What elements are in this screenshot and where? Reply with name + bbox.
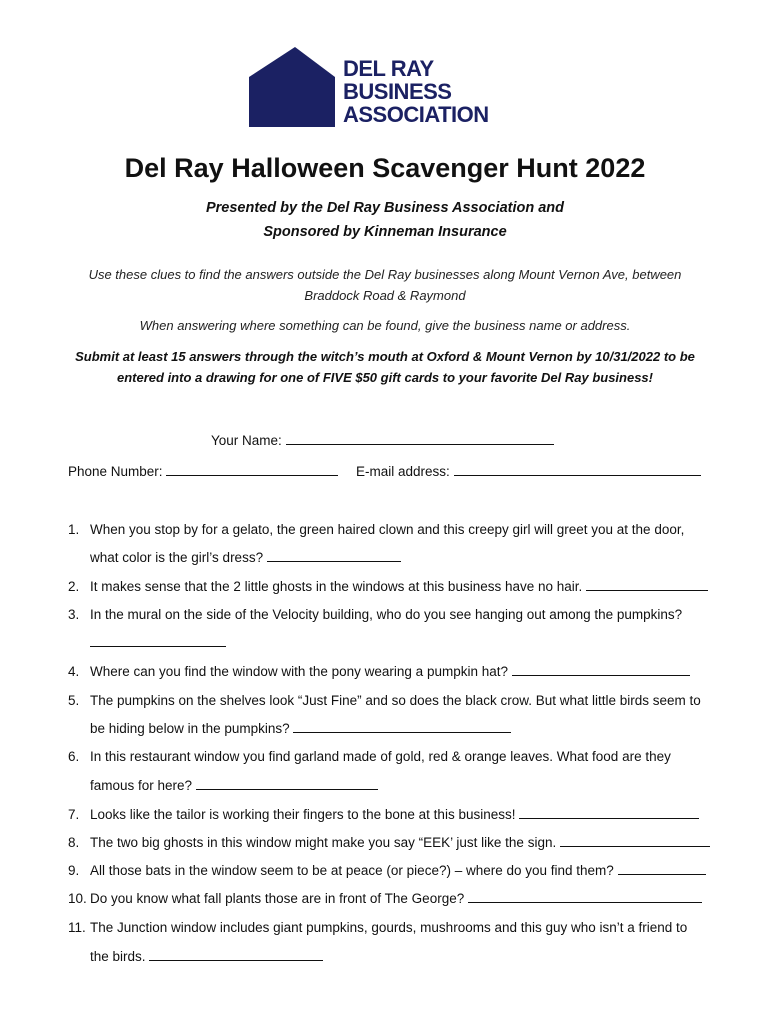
logo-line-3: ASSOCIATION — [343, 102, 489, 127]
email-field[interactable] — [356, 461, 701, 479]
subtitle-sponsored: Sponsored by Kinneman Insurance — [263, 224, 507, 240]
question-6-cont: famous for here? — [90, 772, 378, 800]
submission-line-1: Submit at least 15 answers through the witch’s mouth at Oxford & Mount Vernon by 10/31/2022 to be — [75, 349, 695, 364]
email-input-line[interactable] — [454, 461, 701, 476]
answer-6-line[interactable] — [196, 775, 378, 790]
submission-rules — [55, 346, 715, 388]
answer-7-line[interactable] — [519, 804, 699, 819]
answer-10-line[interactable] — [468, 888, 702, 903]
answer-8-line[interactable] — [560, 832, 710, 847]
instructions-where — [60, 264, 710, 306]
logo-wordmark — [343, 57, 489, 126]
submission-line-2: entered into a drawing for one of FIVE $50 gift cards to your favorite Del Ray business! — [117, 370, 653, 385]
answer-2-line[interactable] — [586, 576, 708, 591]
page-title: Del Ray Halloween Scavenger Hunt 2022 — [124, 153, 646, 183]
logo-line-2: BUSINESS — [343, 79, 452, 104]
name-field[interactable] — [211, 430, 554, 448]
answer-9-line[interactable] — [618, 860, 706, 875]
answer-11-line[interactable] — [149, 946, 323, 961]
instructions-line-1: Use these clues to find the answers outside the Del Ray businesses along Mount Vernon Ave, between — [88, 267, 682, 282]
logo-line-1: DEL RAY — [343, 56, 434, 81]
question-5-cont: be hiding below in the pumpkins? — [90, 715, 511, 743]
answer-4-line[interactable] — [512, 661, 690, 676]
phone-field[interactable] — [68, 461, 338, 479]
name-input-line[interactable] — [286, 430, 554, 445]
instructions-answering: When answering where something can be found, give the business name or address. — [139, 318, 631, 333]
question-11-cont: the birds. — [90, 943, 323, 971]
answer-3-line[interactable] — [90, 632, 226, 647]
answer-5-line[interactable] — [293, 718, 511, 733]
house-logo-icon — [249, 45, 343, 129]
answer-1-line[interactable] — [267, 547, 401, 562]
name-label: Your Name: — [211, 433, 282, 448]
instructions-line-2: Braddock Road & Raymond — [304, 288, 466, 303]
question-3-cont — [90, 629, 226, 657]
question-1-cont: what color is the girl’s dress? — [90, 544, 401, 572]
dray-logo — [249, 45, 499, 129]
email-label: E-mail address: — [356, 464, 450, 479]
subtitle-presented: Presented by the Del Ray Business Association and — [205, 200, 565, 216]
phone-label: Phone Number: — [68, 464, 163, 479]
phone-input-line[interactable] — [166, 461, 338, 476]
